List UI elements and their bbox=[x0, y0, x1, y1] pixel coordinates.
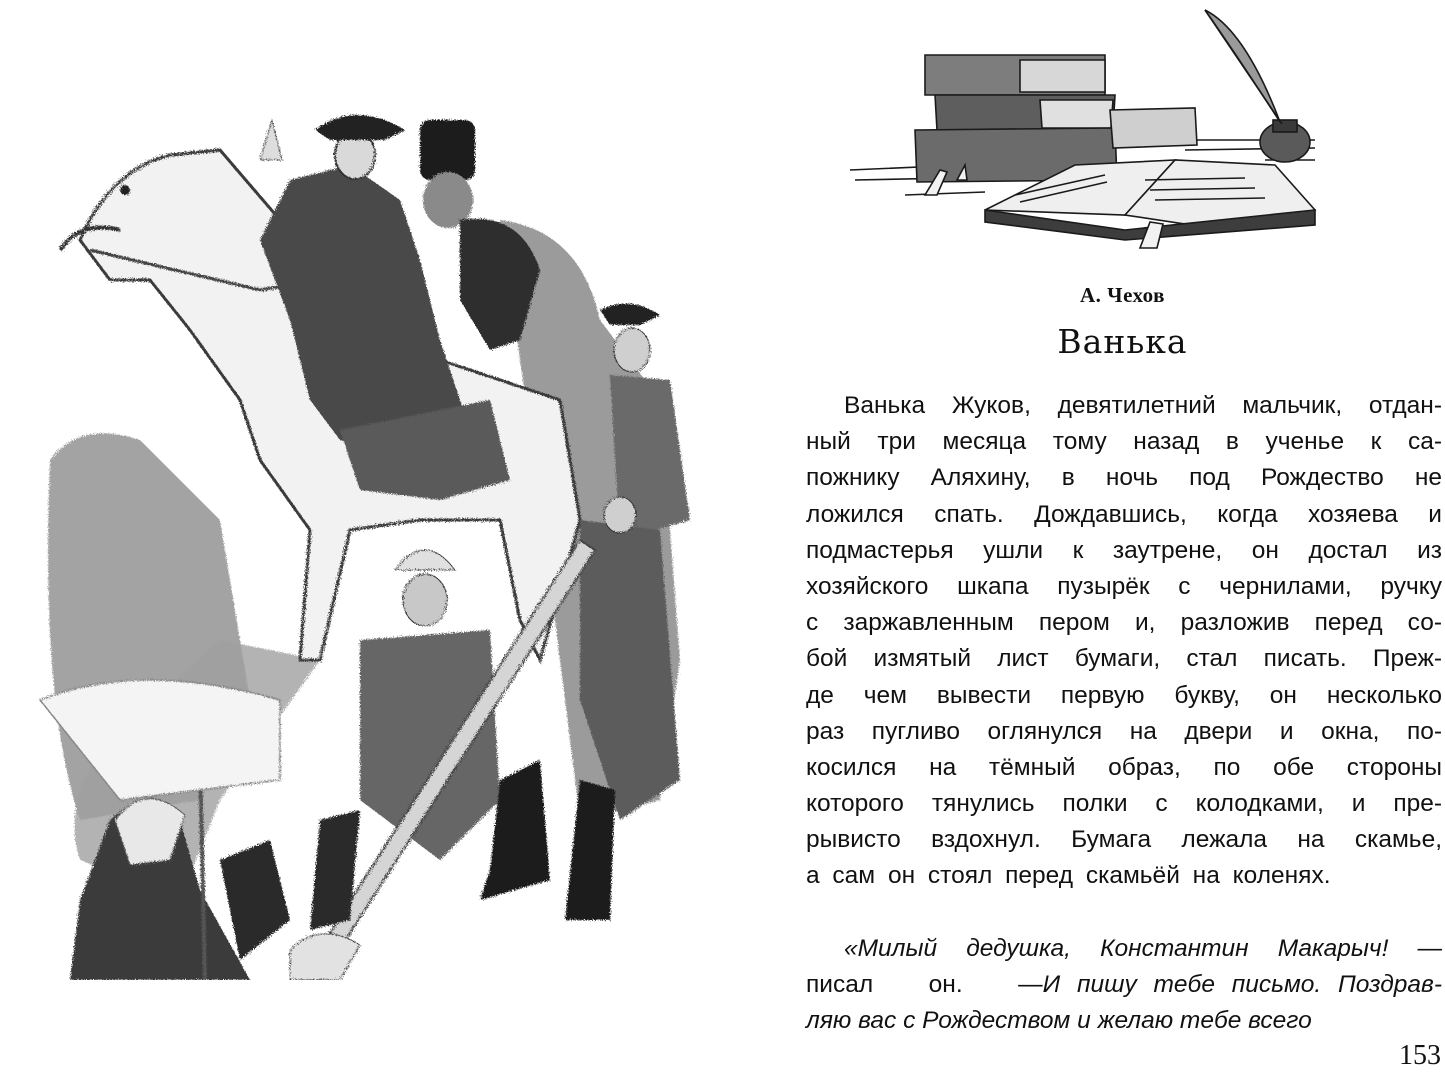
text-line: де чем вывести первую букву, он несколько bbox=[806, 681, 1442, 709]
narration-text: писал он. — bbox=[806, 970, 1043, 998]
story-body bbox=[806, 388, 1442, 1039]
text-line: раз пугливо оглянулся на двери и окна, по- bbox=[806, 717, 1442, 745]
paragraph-2 bbox=[806, 931, 1442, 1040]
books-and-quill-icon bbox=[845, 0, 1320, 255]
text-line: которого тянулись полки с колодками, и пре- bbox=[806, 790, 1442, 818]
text-line: с заржавленным пером и, разложив перед со- bbox=[806, 609, 1442, 637]
paragraph-gap bbox=[806, 895, 1442, 931]
paragraph-1 bbox=[806, 388, 1442, 895]
text-line: бой измятый лист бумаги, стал писать. Преж- bbox=[806, 645, 1442, 673]
text-line: ложился спать. Дождавшись, когда хозяева и bbox=[806, 500, 1442, 528]
mixed-line bbox=[806, 967, 1442, 1003]
story-title: Ванька bbox=[1057, 322, 1188, 361]
text-line: рывисто вздохнул. Бумага лежала на скамье, bbox=[806, 826, 1442, 854]
text-line: Ванька Жуков, девятилетний мальчик, отдан- bbox=[844, 392, 1442, 419]
text-line: косился на тёмный образ, по обе стороны bbox=[806, 753, 1442, 781]
text-line: пожнику Аляхину, в ночь под Рождество не bbox=[806, 464, 1442, 492]
horseman-illustration-icon bbox=[20, 100, 710, 980]
letter-line: «Милый дедушка, Константин Макарыч! — bbox=[844, 934, 1442, 962]
story-illustration bbox=[20, 100, 710, 980]
letter-line: ляю вас с Рождеством и желаю тебе всего bbox=[806, 1007, 1312, 1034]
author-name: А. Чехов bbox=[1080, 283, 1165, 307]
text-line: подмастерья ушли к заутрене, он достал из bbox=[806, 536, 1442, 564]
text-line: ный три месяца тому назад в ученье к са- bbox=[806, 428, 1442, 456]
letter-text: И пишу тебе письмо. Поздрав- bbox=[1042, 970, 1442, 998]
page-number: 153 bbox=[1399, 1040, 1441, 1071]
books-vignette bbox=[845, 0, 1320, 255]
text-line: хозяйского шкапа пузырёк с чернилами, ручку bbox=[806, 572, 1442, 600]
text-line: а сам он стоял перед скамьёй на коленях. bbox=[806, 862, 1331, 890]
